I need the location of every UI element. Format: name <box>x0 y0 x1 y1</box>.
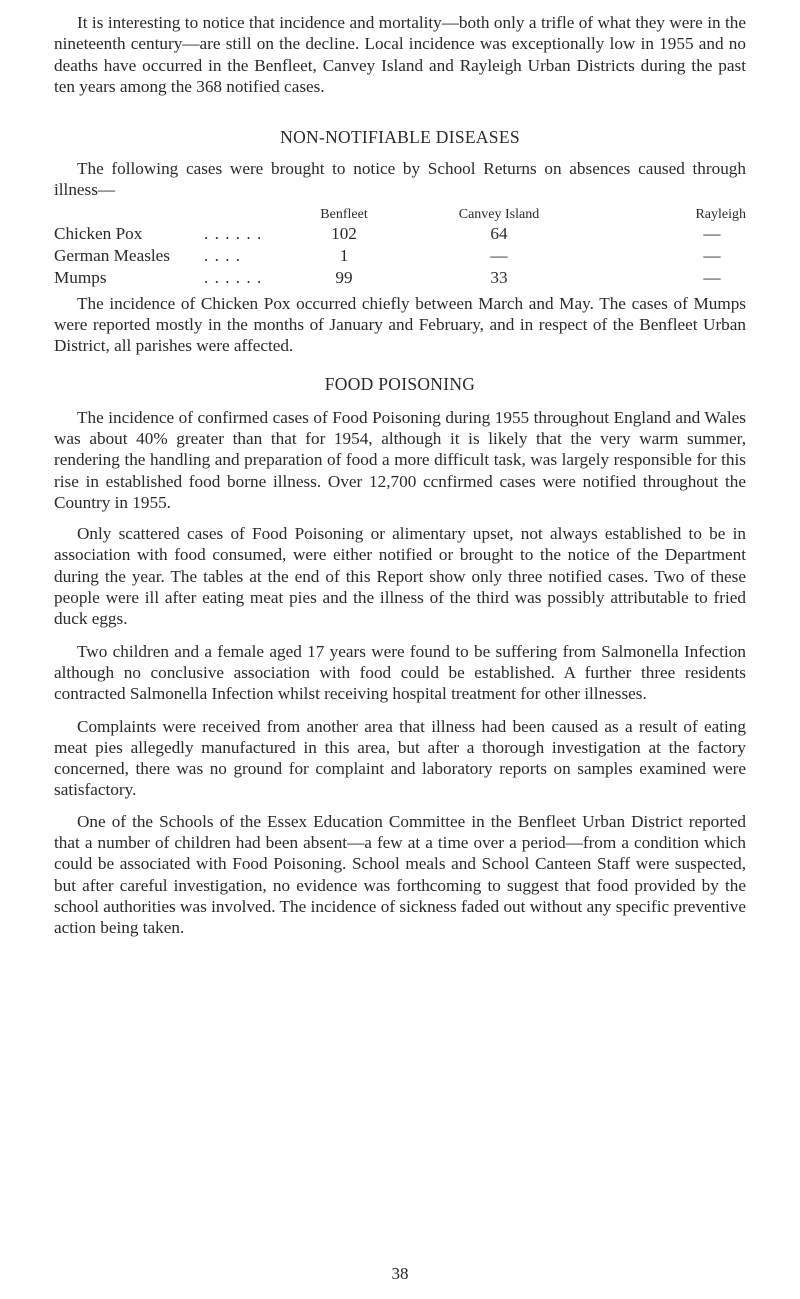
disease-cases-table <box>54 203 746 289</box>
column-header-canvey-island: Canvey Island <box>458 206 540 222</box>
page-content <box>54 12 746 939</box>
table-row <box>54 223 746 245</box>
row-dot-leader: . . . . . . <box>204 223 263 243</box>
row-label: German Measles <box>54 245 170 265</box>
table-row <box>54 267 746 289</box>
row-dot-leader: . . . . <box>204 245 242 265</box>
cell-canvey-island: 64 <box>490 223 508 243</box>
paragraph-intro: It is interesting to notice that incidence and mortality—both only a trifle of what they were in the nineteenth century—are still on the decline. Local incidence was exceptionally low in 1955 and no deaths have occurred in the Benfleet, Canvey Island and Rayleigh Urban Districts during the past ten years among the 368 notified cases. <box>54 13 746 96</box>
table-row <box>54 245 746 267</box>
paragraph-non-notifiable-details: The incidence of Chicken Pox occurred chiefly between March and May. The cases of Mumps were reported mostly in the months of January and February, and in respect of the Benfleet Urban District, all parishes were affected. <box>54 293 746 356</box>
row-label: Chicken Pox <box>54 223 143 243</box>
paragraph-food-poisoning-2: Only scattered cases of Food Poisoning or alimentary upset, not always established to be in association with food consumed, were either notified or brought to the notice of the Department during the year. The tables at the end of this Report show only three notified cases. Two of these people were ill after eating meat pies and the illness of the third was possibly attributable to fried duck eggs. <box>54 524 746 629</box>
page-number: 38 <box>391 1264 409 1283</box>
cell-rayleigh: — <box>703 267 721 287</box>
cell-benfleet: 102 <box>331 223 357 243</box>
cell-benfleet: 1 <box>339 245 349 265</box>
paragraph-non-notifiable-intro: The following cases were brought to notice by School Returns on absences caused through illness— <box>54 159 746 200</box>
column-header-benfleet: Benfleet <box>320 206 368 222</box>
cell-canvey-island: — <box>490 245 508 265</box>
paragraph-food-poisoning-4: Complaints were received from another area that illness had been caused as a result of eating meat pies allegedly manufactured in this area, but after a thorough investigation at the factory concerned, there was no ground for complaint and laboratory reports on samples examined were satisfactory. <box>54 716 746 800</box>
cell-rayleigh: — <box>703 245 721 265</box>
cell-canvey-island: 33 <box>490 267 508 287</box>
heading-food-poisoning: FOOD POISONING <box>324 373 476 394</box>
row-dot-leader: . . . . . . <box>204 267 263 287</box>
column-header-rayleigh: Rayleigh <box>695 206 746 222</box>
cell-rayleigh: — <box>703 223 721 243</box>
table-header-row <box>54 203 746 223</box>
paragraph-food-poisoning-5: One of the Schools of the Essex Education Committee in the Benfleet Urban District reported that a number of children had been absent—a few at a time over a period—from a condition which could be associated with Food Poisoning. School meals and School Canteen Staff were suspected, but after careful investigation, no evidence was forthcoming to suggest that food provided by the school authorities was involved. The incidence of sickness faded out without any specific preventive action being taken. <box>54 811 746 938</box>
heading-non-notifiable-diseases: NON-NOTIFIABLE DISEASES <box>280 127 520 148</box>
paragraph-food-poisoning-1: The incidence of confirmed cases of Food Poisoning during 1955 throughout England and Wales was about 40% greater than that for 1954, although it is likely that the very warm summer, rendering the handling and preparation of food a more difficult task, was largely responsible for this rise in established food borne illness. Over 12,700 ccnfirmed cases were notified throughout the Country in 1955. <box>54 407 746 512</box>
cell-benfleet: 99 <box>335 267 353 287</box>
paragraph-food-poisoning-3: Two children and a female aged 17 years were found to be suffering from Salmonella Infection although no conclusive association with food could be established. A further three residents contracted Salmonella Infection whilst receiving hospital treatment for other illnesses. <box>54 641 746 704</box>
row-label: Mumps <box>54 267 107 287</box>
